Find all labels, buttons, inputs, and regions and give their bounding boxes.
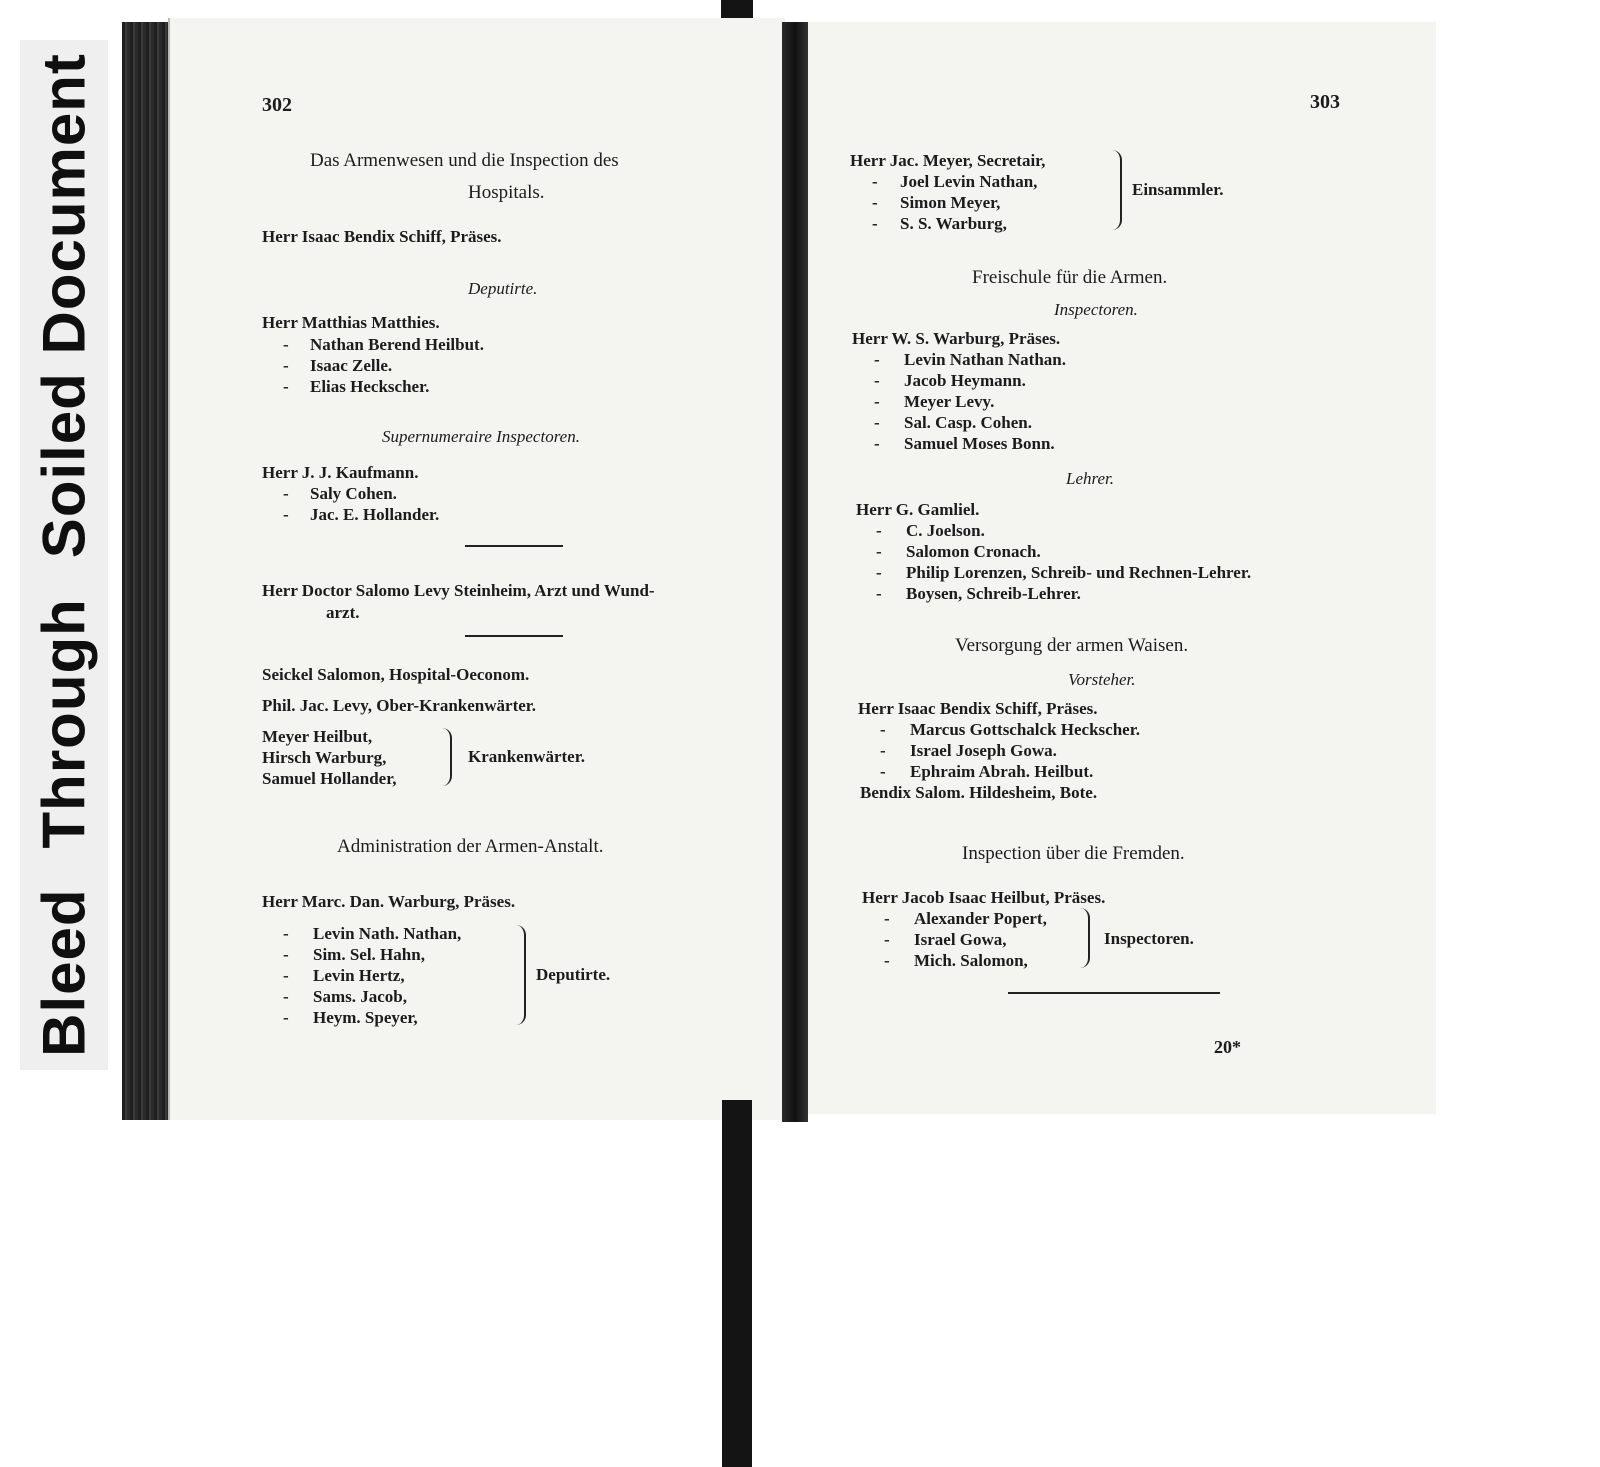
subheading: Inspectoren. (1054, 300, 1138, 319)
dash: - (876, 521, 882, 540)
group-label: Krankenwärter. (468, 747, 585, 766)
list-item: Simon Meyer, (900, 193, 1001, 212)
dash: - (283, 924, 289, 943)
list-item: Nathan Berend Heilbut. (310, 335, 484, 354)
dash: - (884, 930, 890, 949)
list-item: Saly Cohen. (310, 484, 397, 503)
list-item: Samuel Hollander, (262, 769, 397, 788)
list-item: Herr Isaac Bendix Schiff, Präses. (858, 699, 1098, 718)
page-number-left: 302 (262, 94, 292, 116)
list-item: Ephraim Abrah. Heilbut. (910, 762, 1094, 781)
praeses-line: Herr Marc. Dan. Warburg, Präses. (262, 892, 516, 911)
list-item: Meyer Levy. (904, 392, 995, 411)
list-item: Boysen, Schreib-Lehrer. (906, 584, 1081, 603)
list-item: Joel Levin Nathan, (900, 172, 1038, 191)
dash: - (880, 741, 886, 760)
section-heading: Versorgung der armen Waisen. (955, 635, 1189, 656)
list-item: Israel Gowa, (914, 930, 1007, 949)
dash: - (283, 945, 289, 964)
dash: - (876, 542, 882, 561)
dash: - (283, 356, 289, 375)
group-label: Deputirte. (536, 965, 611, 984)
section-heading: Hospitals. (468, 182, 545, 203)
list-item: Herr Matthias Matthies. (262, 313, 440, 332)
dash: - (876, 584, 882, 603)
bookmark-ribbon-bottom (722, 1100, 752, 1467)
dash: - (283, 987, 289, 1006)
group-label: Einsammler. (1132, 180, 1224, 199)
list-item: Marcus Gottschalck Heckscher. (910, 720, 1140, 739)
list-item: Salomon Cronach. (906, 542, 1041, 561)
dash: - (872, 214, 878, 233)
list-item: Samuel Moses Bonn. (904, 434, 1055, 453)
list-item: Herr G. Gamliel. (856, 500, 980, 519)
list-item: Levin Nath. Nathan, (313, 924, 462, 943)
list-item: Sams. Jacob, (313, 987, 407, 1006)
list-item: Herr J. J. Kaufmann. (262, 463, 419, 482)
dash: - (874, 413, 880, 432)
signature-mark: 20* (1214, 1037, 1241, 1057)
brace (514, 925, 526, 1025)
dash: - (880, 720, 886, 739)
dash: - (283, 505, 289, 524)
dash: - (884, 951, 890, 970)
book-page-edges (122, 22, 172, 1120)
staff-line: Seickel Salomon, Hospital-Oeconom. (262, 665, 530, 684)
staff-line: Bendix Salom. Hildesheim, Bote. (860, 783, 1098, 802)
dash: - (876, 563, 882, 582)
doctor-line: Herr Doctor Salomo Levy Steinheim, Arzt und Wund- (262, 581, 655, 600)
dash: - (283, 377, 289, 396)
staff-line: Phil. Jac. Levy, Ober-Krankenwärter. (262, 696, 537, 715)
dash: - (283, 966, 289, 985)
dash: - (874, 371, 880, 390)
divider (1008, 992, 1220, 994)
brace (440, 728, 452, 786)
dash: - (872, 193, 878, 212)
section-heading: Administration der Armen-Anstalt. (337, 836, 604, 857)
dash: - (874, 350, 880, 369)
subheading: Vorsteher. (1068, 670, 1136, 689)
page-number-right: 303 (1310, 91, 1340, 113)
list-item: Israel Joseph Gowa. (910, 741, 1057, 760)
list-item: Herr Jac. Meyer, Secretair, (850, 151, 1046, 170)
list-item: Herr W. S. Warburg, Präses. (852, 329, 1061, 348)
subheading: Deputirte. (468, 279, 538, 298)
divider (465, 635, 563, 637)
list-item: C. Joelson. (906, 521, 985, 540)
list-item: Levin Hertz, (313, 966, 405, 985)
list-item: Hirsch Warburg, (262, 748, 387, 767)
list-item: Mich. Salomon, (914, 951, 1028, 970)
dash: - (872, 172, 878, 191)
book-spine (782, 22, 808, 1122)
list-item: Sim. Sel. Hahn, (313, 945, 425, 964)
brace (1078, 908, 1090, 968)
list-item: Isaac Zelle. (310, 356, 393, 375)
dash: - (283, 1008, 289, 1027)
list-item: Meyer Heilbut, (262, 727, 373, 746)
dash: - (283, 484, 289, 503)
praeses-line: Herr Jacob Isaac Heilbut, Präses. (862, 888, 1106, 907)
list-item: Levin Nathan Nathan. (904, 350, 1067, 369)
doctor-line: arzt. (326, 603, 360, 622)
brace (1110, 150, 1122, 230)
subheading: Lehrer. (1066, 469, 1115, 488)
list-item: Heym. Speyer, (313, 1008, 418, 1027)
subheading: Supernumeraire Inspectoren. (382, 427, 580, 446)
list-item: Jacob Heymann. (904, 371, 1026, 390)
list-item: Sal. Casp. Cohen. (904, 413, 1033, 432)
list-item: Elias Heckscher. (310, 377, 430, 396)
divider (465, 545, 563, 547)
list-item: Jac. E. Hollander. (310, 505, 440, 524)
section-heading: Freischule für die Armen. (972, 267, 1168, 288)
dash: - (283, 335, 289, 354)
list-item: Philip Lorenzen, Schreib- und Rechnen-Lehrer. (906, 563, 1252, 582)
dash: - (880, 762, 886, 781)
section-heading: Inspection über die Fremden. (962, 843, 1185, 864)
list-item: S. S. Warburg, (900, 214, 1007, 233)
group-label: Inspectoren. (1104, 929, 1194, 948)
dash: - (874, 392, 880, 411)
side-label-text: BleedThroughSoiled Document (30, 53, 98, 1057)
list-item: Alexander Popert, (914, 909, 1047, 928)
praeses-line: Herr Isaac Bendix Schiff, Präses. (262, 227, 502, 246)
dash: - (874, 434, 880, 453)
section-heading: Das Armenwesen und die Inspection des (310, 150, 619, 171)
dash: - (884, 909, 890, 928)
